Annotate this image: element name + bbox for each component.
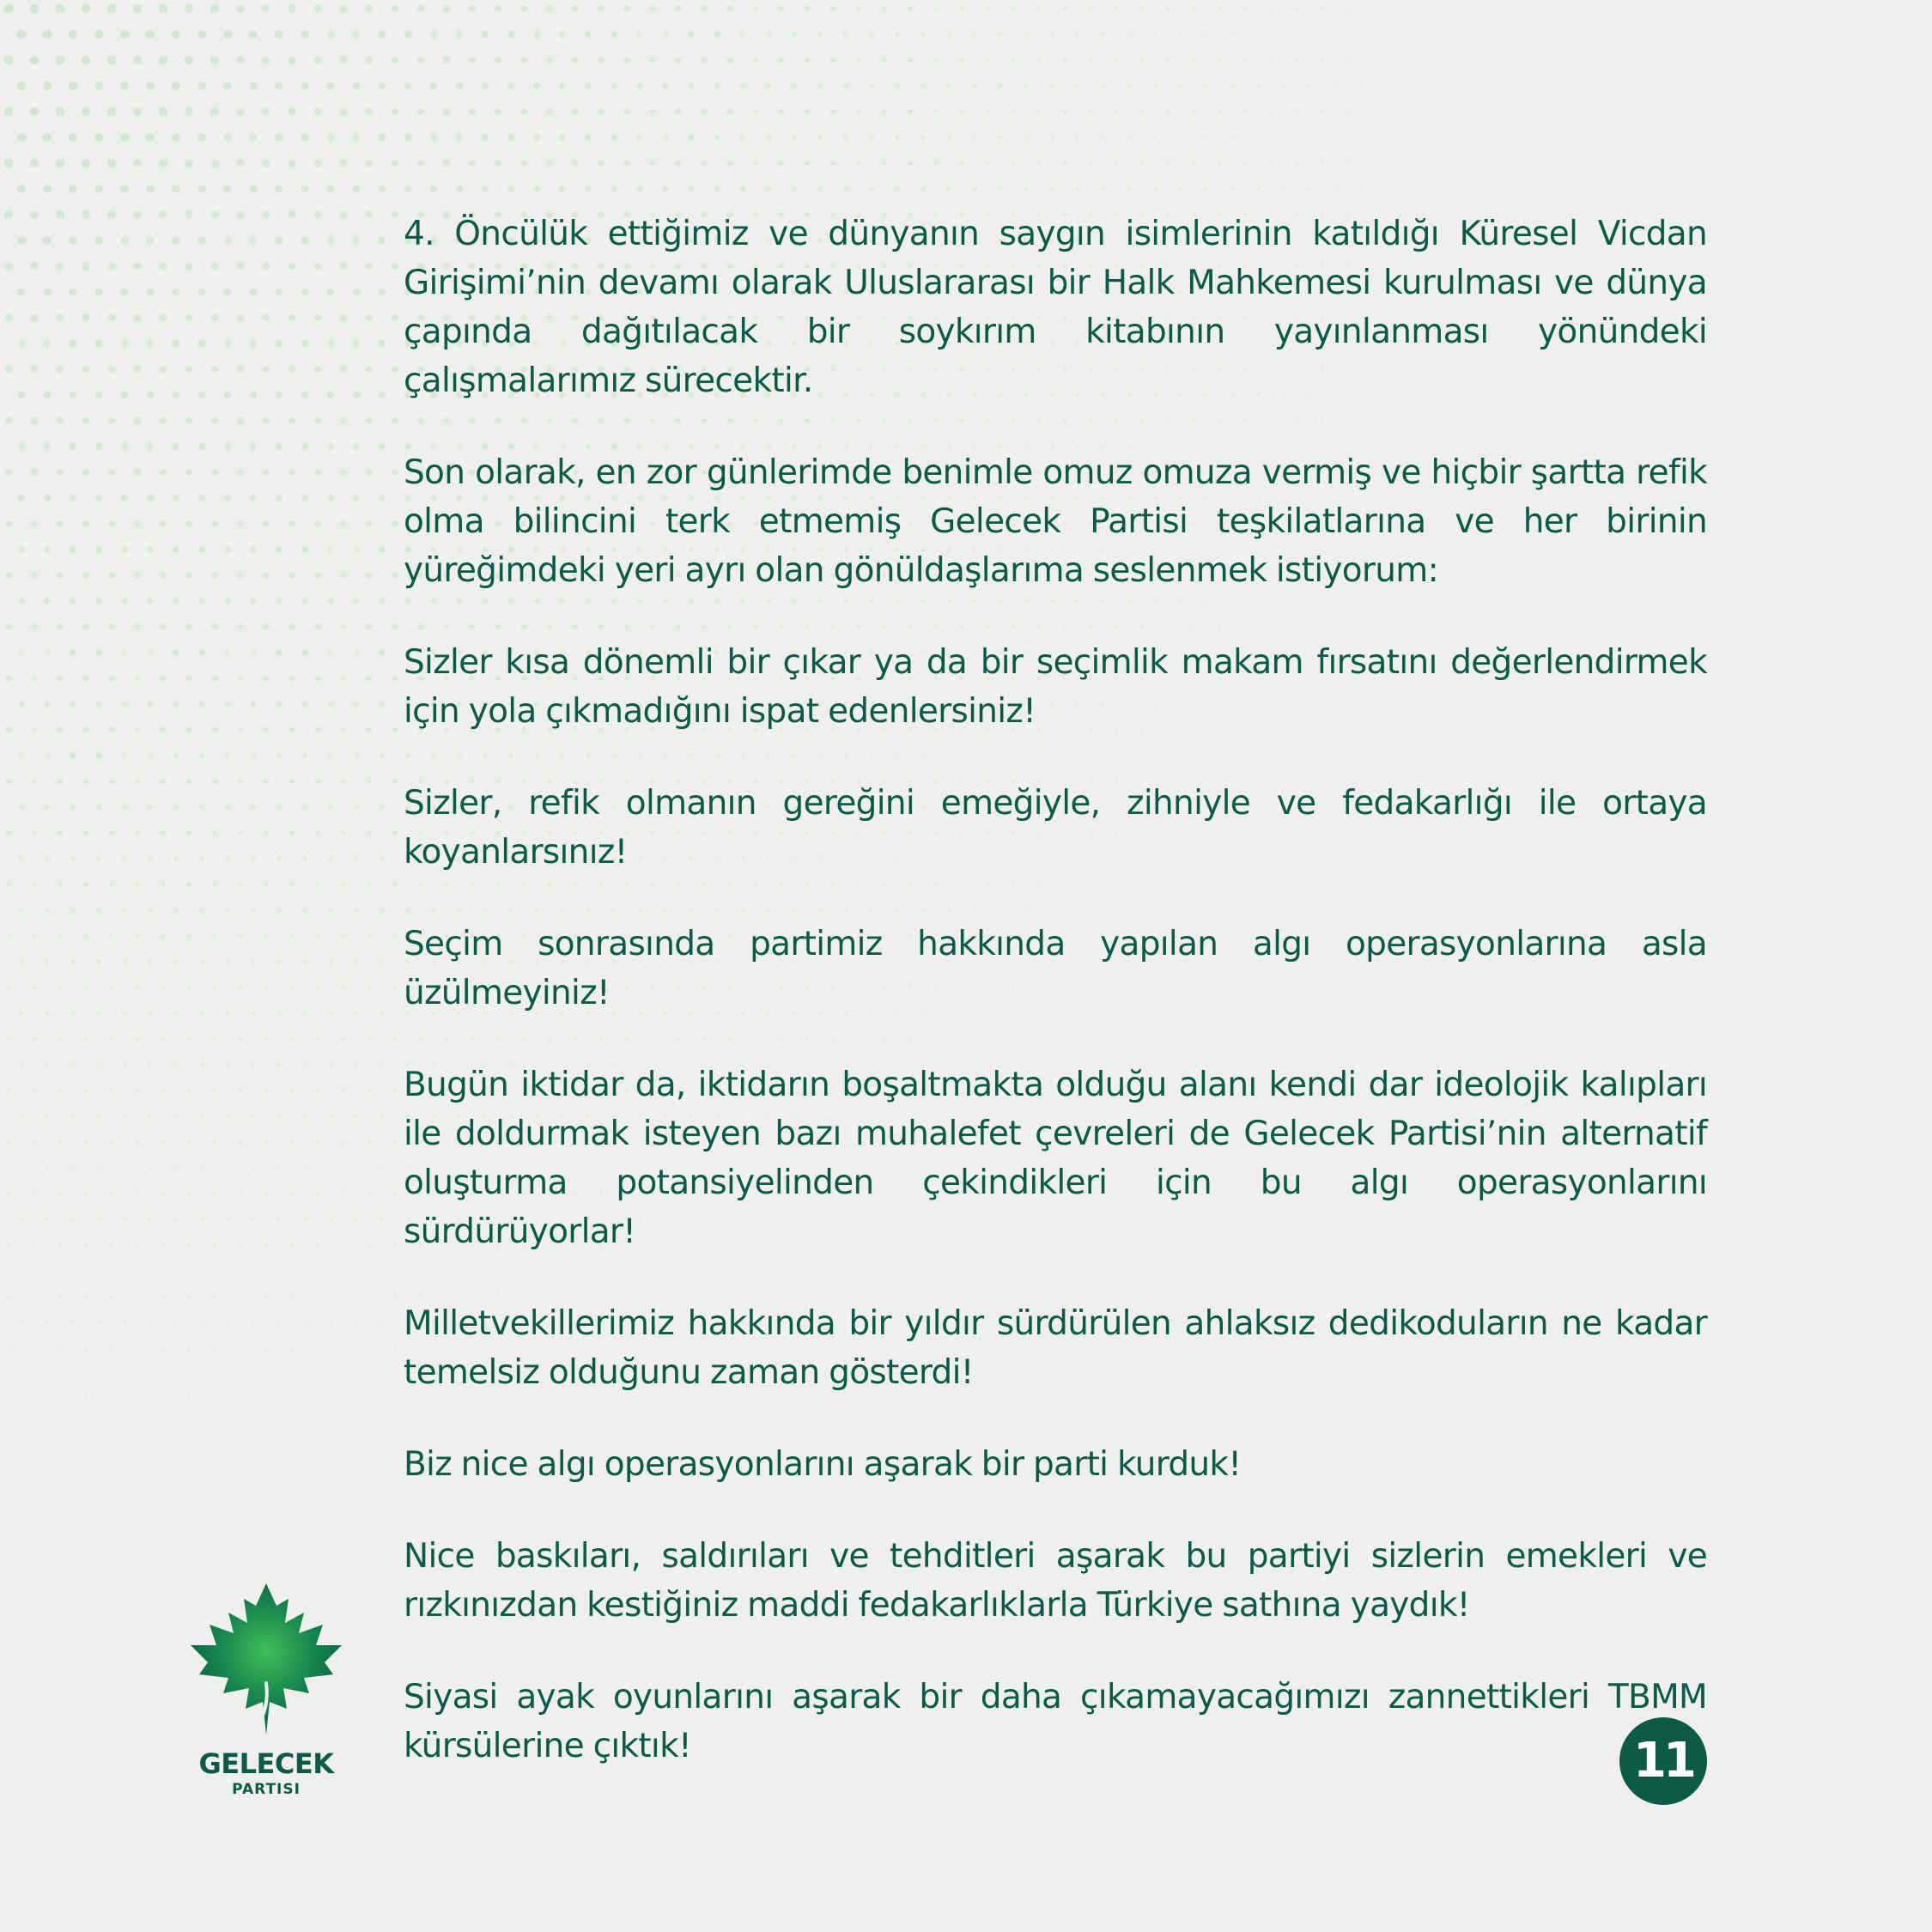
paragraph-4: Sizler, refik olmanın gereğini emeğiyle, zihniyle ve fedakarlığı ile ortaya koyanlarsınız! <box>404 784 1707 872</box>
paragraph-2: Son olarak, en zor günlerimde benimle omuz omuza vermiş ve hiçbir şartta refik olma bilincini terk etmemiş Gelecek Partisi teşkilatlarına ve her birinin yüreğimdeki yeri ayrı olan gönüldaşlarıma seslenmek istiyorum: <box>404 453 1707 590</box>
maple-leaf-icon <box>187 1580 345 1738</box>
party-logo <box>180 1580 352 1808</box>
logo-subtitle: PARTISI <box>232 1781 301 1798</box>
paragraph-10: Siyasi ayak oyunlarını aşarak bir daha çıkamayacağımızı zannettikleri TBMM kürsülerine çıktık! <box>404 1678 1707 1765</box>
paragraph-6: Bugün iktidar da, iktidarın boşaltmakta olduğu alanı kendi dar ideolojik kalıpları ile doldurmak isteyen bazı muhalefet çevreleri de Gelecek Partisi’nin alternatif oluşturma potansiyelinden çekindikleri için bu algı operasyonlarını sürdürüyorlar! <box>404 1066 1707 1251</box>
paragraph-1: 4. Öncülük ettiğimiz ve dünyanın saygın isimlerinin katıldığı Küresel Vicdan Girişimi’nin devamı olarak Uluslararası bir Halk Mahkemesi kurulması ve dünya çapında dağıtılacak bir soykırım kitabının yayınlanması yönündeki çalışmalarımız sürecektir. <box>404 215 1707 400</box>
paragraph-3: Sizler kısa dönemli bir çıkar ya da bir seçimlik makam fırsatını değerlendirmek için yola çıkmadığını ispat edenlersiniz! <box>404 643 1707 731</box>
paragraph-8: Biz nice algı operasyonlarını aşarak bir parti kurduk! <box>404 1445 1242 1484</box>
logo-name: GELECEK <box>198 1747 334 1780</box>
document-body <box>404 210 1707 1814</box>
paragraph-5: Seçim sonrasında partimiz hakkında yapılan algı operasyonlarına asla üzülmeyiniz! <box>404 925 1707 1012</box>
paragraph-7: Milletvekillerimiz hakkında bir yıldır sürdürülen ahlaksız dedikoduların ne kadar temelsiz olduğunu zaman gösterdi! <box>404 1304 1707 1392</box>
page-number-badge: 11 <box>1619 1717 1707 1805</box>
paragraph-9: Nice baskıları, saldırıları ve tehditleri aşarak bu partiyi sizlerin emekleri ve rızkınızdan kestiğiniz maddi fedakarlıklarla Türkiye sathına yaydık! <box>404 1537 1707 1625</box>
